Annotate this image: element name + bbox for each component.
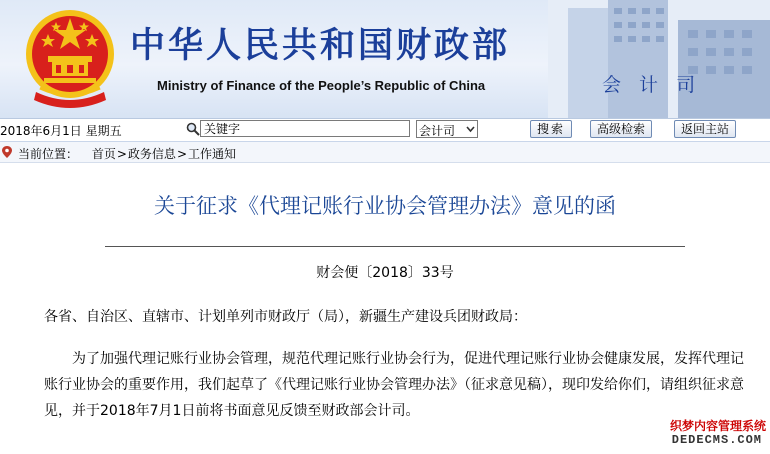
department-name: 会 计 司 [602, 74, 702, 96]
title-divider [105, 246, 685, 247]
breadcrumb-separator: > [116, 147, 127, 161]
search-scope-value: 会计司 [419, 124, 456, 138]
search-toolbar [0, 118, 770, 142]
document-salutation: 各省、自治区、直辖市、计划单列市财政厅（局），新疆生产建设兵团财政局： [44, 309, 527, 325]
national-emblem-icon [22, 4, 118, 112]
advanced-search-button[interactable]: 高级检索 [590, 120, 652, 138]
return-home-button[interactable]: 返回主站 [674, 120, 736, 138]
site-header [0, 0, 770, 118]
building-photo-icon [548, 0, 770, 118]
breadcrumb [0, 142, 770, 163]
breadcrumb-path [18, 145, 236, 162]
watermark-line-2: DEDECMS.COM [671, 433, 762, 447]
breadcrumb-work-notice-link[interactable]: 工作通知 [188, 147, 237, 161]
breadcrumb-separator: > [176, 147, 187, 161]
watermark-line-1: 织梦内容管理系统 [669, 419, 766, 433]
search-scope-select[interactable] [416, 120, 478, 138]
document-number: 财会便〔2018〕33号 [316, 265, 454, 281]
search-icon [186, 122, 200, 136]
document-body: 为了加强代理记账行业协会管理，规范代理记账行业协会行为，促进代理记账行业协会健康发展，发挥代理记账行业协会的重要作用，我们起草了《代理记账行业协会管理办法》（征求意见稿），现印发给你们，请组织征求意见，并于2018年7月1日前将书面意见反馈至财政部会计司。 [44, 351, 744, 419]
search-input[interactable] [200, 120, 410, 137]
chevron-down-icon [466, 124, 475, 133]
current-date: 2018年6月1日 星期五 [0, 124, 122, 138]
ministry-title-en: Ministry of Finance of the People’s Republic of China [157, 78, 486, 93]
search-button[interactable]: 搜索 [530, 120, 572, 138]
location-pin-icon [2, 146, 12, 158]
document-title: 关于征求《代理记账行业协会管理办法》意见的函 [154, 194, 616, 218]
breadcrumb-gov-info-link[interactable]: 政务信息 [127, 147, 176, 161]
breadcrumb-home-link[interactable]: 首页 [91, 147, 116, 161]
ministry-title-cn: 中华人民共和国财政部 [130, 25, 511, 66]
site-watermark [654, 415, 766, 451]
breadcrumb-label: 当前位置： [18, 147, 79, 161]
